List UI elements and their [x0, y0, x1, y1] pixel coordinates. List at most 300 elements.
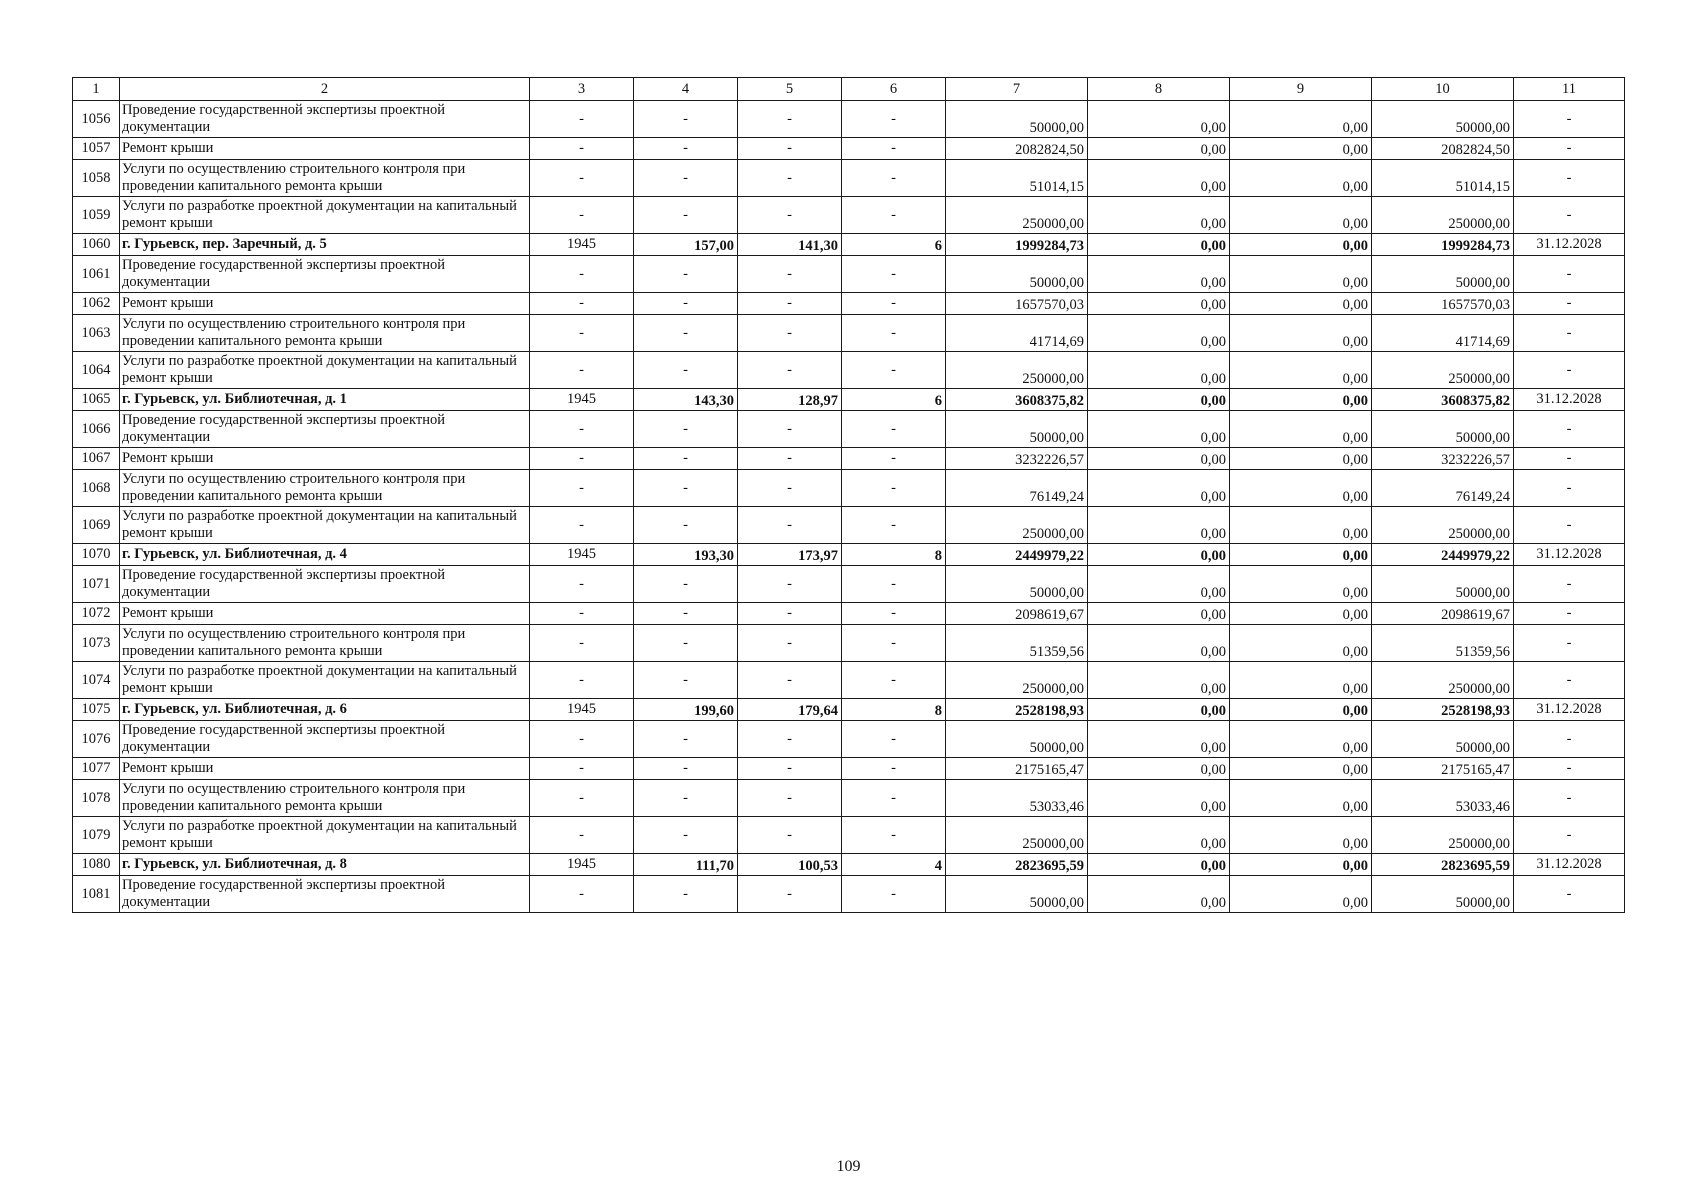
table-row — [73, 758, 1625, 780]
row-number: 1067 — [73, 448, 120, 470]
living-area-cell: - — [738, 197, 842, 234]
living-area-cell: - — [738, 566, 842, 603]
col10-cell: 2175165,47 — [1372, 758, 1514, 780]
total-area-cell: - — [634, 160, 738, 197]
col9-cell: 0,00 — [1230, 721, 1372, 758]
total-cost-cell: 250000,00 — [946, 197, 1088, 234]
total-area-cell: - — [634, 876, 738, 913]
work-description: Ремонт крыши — [120, 293, 530, 315]
completion-date-cell: - — [1514, 411, 1625, 448]
total-area-cell: - — [634, 507, 738, 544]
col8-cell: 0,00 — [1088, 876, 1230, 913]
completion-date-cell: - — [1514, 566, 1625, 603]
col10-cell: 2098619,67 — [1372, 603, 1514, 625]
col9-cell: 0,00 — [1230, 876, 1372, 913]
storeys-cell: - — [842, 625, 946, 662]
work-description: Услуги по осуществлению строительного контроля при проведении капитального ремонта крыши — [120, 160, 530, 197]
work-description: Услуги по разработке проектной документации на капитальный ремонт крыши — [120, 817, 530, 854]
total-cost-cell: 1999284,73 — [946, 234, 1088, 256]
work-description: Проведение государственной экспертизы проектной документации — [120, 566, 530, 603]
col10-cell: 2082824,50 — [1372, 138, 1514, 160]
completion-date-cell: - — [1514, 256, 1625, 293]
col8-cell: 0,00 — [1088, 352, 1230, 389]
storeys-cell: 4 — [842, 854, 946, 876]
header-row — [73, 78, 1625, 101]
storeys-cell: - — [842, 566, 946, 603]
year-cell: 1945 — [530, 854, 634, 876]
year-cell: - — [530, 411, 634, 448]
completion-date-cell: - — [1514, 197, 1625, 234]
completion-date-cell: - — [1514, 662, 1625, 699]
col9-cell: 0,00 — [1230, 256, 1372, 293]
row-number: 1072 — [73, 603, 120, 625]
work-description: Проведение государственной экспертизы проектной документации — [120, 101, 530, 138]
total-area-cell: - — [634, 603, 738, 625]
total-area-cell: - — [634, 817, 738, 854]
total-area-cell: - — [634, 625, 738, 662]
completion-date-cell: - — [1514, 780, 1625, 817]
total-cost-cell: 2098619,67 — [946, 603, 1088, 625]
total-area-cell: 193,30 — [634, 544, 738, 566]
total-cost-cell: 51014,15 — [946, 160, 1088, 197]
row-number: 1075 — [73, 699, 120, 721]
row-number: 1068 — [73, 470, 120, 507]
living-area-cell: 141,30 — [738, 234, 842, 256]
completion-date-cell: - — [1514, 721, 1625, 758]
col10-cell: 51359,56 — [1372, 625, 1514, 662]
col9-cell: 0,00 — [1230, 566, 1372, 603]
storeys-cell: - — [842, 876, 946, 913]
total-cost-cell: 50000,00 — [946, 876, 1088, 913]
year-cell: - — [530, 721, 634, 758]
table-row — [73, 352, 1625, 389]
total-area-cell: - — [634, 293, 738, 315]
col9-cell: 0,00 — [1230, 389, 1372, 411]
completion-date-cell: - — [1514, 603, 1625, 625]
table-body — [73, 78, 1625, 913]
row-number: 1056 — [73, 101, 120, 138]
living-area-cell: - — [738, 507, 842, 544]
total-area-cell: - — [634, 197, 738, 234]
living-area-cell: - — [738, 780, 842, 817]
completion-date-cell: - — [1514, 758, 1625, 780]
header-cell: 8 — [1088, 78, 1230, 101]
completion-date-cell: 31.12.2028 — [1514, 389, 1625, 411]
row-number: 1060 — [73, 234, 120, 256]
total-area-cell: - — [634, 256, 738, 293]
completion-date-cell: - — [1514, 876, 1625, 913]
col8-cell: 0,00 — [1088, 315, 1230, 352]
col8-cell: 0,00 — [1088, 293, 1230, 315]
total-area-cell: - — [634, 780, 738, 817]
work-description: Услуги по разработке проектной документации на капитальный ремонт крыши — [120, 507, 530, 544]
header-cell: 4 — [634, 78, 738, 101]
table-row — [73, 293, 1625, 315]
living-area-cell: - — [738, 817, 842, 854]
completion-date-cell: - — [1514, 138, 1625, 160]
storeys-cell: - — [842, 470, 946, 507]
row-number: 1063 — [73, 315, 120, 352]
completion-date-cell: - — [1514, 293, 1625, 315]
col10-cell: 50000,00 — [1372, 101, 1514, 138]
col9-cell: 0,00 — [1230, 854, 1372, 876]
total-cost-cell: 50000,00 — [946, 411, 1088, 448]
living-area-cell: - — [738, 352, 842, 389]
work-description: Проведение государственной экспертизы проектной документации — [120, 411, 530, 448]
total-cost-cell: 50000,00 — [946, 101, 1088, 138]
total-cost-cell: 53033,46 — [946, 780, 1088, 817]
year-cell: 1945 — [530, 544, 634, 566]
total-cost-cell: 250000,00 — [946, 817, 1088, 854]
completion-date-cell: 31.12.2028 — [1514, 854, 1625, 876]
living-area-cell: - — [738, 758, 842, 780]
row-number: 1057 — [73, 138, 120, 160]
page-number: 109 — [836, 1158, 861, 1175]
col8-cell: 0,00 — [1088, 470, 1230, 507]
storeys-cell: - — [842, 101, 946, 138]
col8-cell: 0,00 — [1088, 160, 1230, 197]
data-table — [72, 77, 1625, 913]
col10-cell: 2528198,93 — [1372, 699, 1514, 721]
year-cell: - — [530, 160, 634, 197]
header-cell: 7 — [946, 78, 1088, 101]
living-area-cell: - — [738, 315, 842, 352]
work-description: Ремонт крыши — [120, 758, 530, 780]
total-area-cell: - — [634, 566, 738, 603]
living-area-cell: - — [738, 101, 842, 138]
storeys-cell: - — [842, 315, 946, 352]
col10-cell: 250000,00 — [1372, 197, 1514, 234]
col9-cell: 0,00 — [1230, 780, 1372, 817]
col8-cell: 0,00 — [1088, 138, 1230, 160]
header-cell: 11 — [1514, 78, 1625, 101]
table-row — [73, 625, 1625, 662]
total-cost-cell: 2823695,59 — [946, 854, 1088, 876]
work-description: г. Гурьевск, ул. Библиотечная, д. 6 — [120, 699, 530, 721]
table-row — [73, 101, 1625, 138]
col9-cell: 0,00 — [1230, 758, 1372, 780]
col10-cell: 3608375,82 — [1372, 389, 1514, 411]
table-row — [73, 780, 1625, 817]
col8-cell: 0,00 — [1088, 662, 1230, 699]
work-description: Услуги по разработке проектной документации на капитальный ремонт крыши — [120, 352, 530, 389]
storeys-cell: - — [842, 780, 946, 817]
total-area-cell: - — [634, 470, 738, 507]
storeys-cell: 8 — [842, 699, 946, 721]
col8-cell: 0,00 — [1088, 507, 1230, 544]
col9-cell: 0,00 — [1230, 315, 1372, 352]
row-number: 1064 — [73, 352, 120, 389]
storeys-cell: - — [842, 352, 946, 389]
living-area-cell: - — [738, 411, 842, 448]
completion-date-cell: - — [1514, 817, 1625, 854]
table-row — [73, 470, 1625, 507]
total-cost-cell: 3608375,82 — [946, 389, 1088, 411]
total-cost-cell: 250000,00 — [946, 352, 1088, 389]
total-cost-cell: 250000,00 — [946, 662, 1088, 699]
living-area-cell: - — [738, 293, 842, 315]
year-cell: - — [530, 566, 634, 603]
col9-cell: 0,00 — [1230, 138, 1372, 160]
completion-date-cell: - — [1514, 160, 1625, 197]
storeys-cell: - — [842, 256, 946, 293]
row-number: 1080 — [73, 854, 120, 876]
work-description: Услуги по разработке проектной документации на капитальный ремонт крыши — [120, 197, 530, 234]
col8-cell: 0,00 — [1088, 817, 1230, 854]
col9-cell: 0,00 — [1230, 293, 1372, 315]
storeys-cell: 8 — [842, 544, 946, 566]
work-description: г. Гурьевск, пер. Заречный, д. 5 — [120, 234, 530, 256]
year-cell: - — [530, 625, 634, 662]
total-cost-cell: 51359,56 — [946, 625, 1088, 662]
col10-cell: 53033,46 — [1372, 780, 1514, 817]
col10-cell: 3232226,57 — [1372, 448, 1514, 470]
row-number: 1073 — [73, 625, 120, 662]
table-row — [73, 315, 1625, 352]
col10-cell: 50000,00 — [1372, 721, 1514, 758]
header-cell: 3 — [530, 78, 634, 101]
row-number: 1076 — [73, 721, 120, 758]
col9-cell: 0,00 — [1230, 197, 1372, 234]
table-row — [73, 699, 1625, 721]
col9-cell: 0,00 — [1230, 411, 1372, 448]
col10-cell: 1657570,03 — [1372, 293, 1514, 315]
storeys-cell: - — [842, 293, 946, 315]
storeys-cell: - — [842, 448, 946, 470]
col10-cell: 250000,00 — [1372, 662, 1514, 699]
total-area-cell: - — [634, 101, 738, 138]
work-description: Услуги по осуществлению строительного контроля при проведении капитального ремонта крыши — [120, 470, 530, 507]
living-area-cell: - — [738, 662, 842, 699]
total-cost-cell: 1657570,03 — [946, 293, 1088, 315]
header-cell: 5 — [738, 78, 842, 101]
row-number: 1081 — [73, 876, 120, 913]
storeys-cell: - — [842, 758, 946, 780]
table-row — [73, 234, 1625, 256]
table-row — [73, 544, 1625, 566]
col9-cell: 0,00 — [1230, 603, 1372, 625]
completion-date-cell: - — [1514, 625, 1625, 662]
storeys-cell: - — [842, 507, 946, 544]
work-description: г. Гурьевск, ул. Библиотечная, д. 8 — [120, 854, 530, 876]
col10-cell: 250000,00 — [1372, 352, 1514, 389]
col8-cell: 0,00 — [1088, 566, 1230, 603]
total-cost-cell: 3232226,57 — [946, 448, 1088, 470]
total-cost-cell: 76149,24 — [946, 470, 1088, 507]
work-description: Ремонт крыши — [120, 138, 530, 160]
completion-date-cell: 31.12.2028 — [1514, 234, 1625, 256]
total-area-cell: - — [634, 448, 738, 470]
table-row — [73, 389, 1625, 411]
living-area-cell: - — [738, 470, 842, 507]
table-row — [73, 448, 1625, 470]
col9-cell: 0,00 — [1230, 507, 1372, 544]
col8-cell: 0,00 — [1088, 256, 1230, 293]
total-area-cell: - — [634, 721, 738, 758]
col10-cell: 2823695,59 — [1372, 854, 1514, 876]
table-row — [73, 160, 1625, 197]
row-number: 1062 — [73, 293, 120, 315]
living-area-cell: 100,53 — [738, 854, 842, 876]
total-cost-cell: 2175165,47 — [946, 758, 1088, 780]
year-cell: - — [530, 256, 634, 293]
table-row — [73, 876, 1625, 913]
col8-cell: 0,00 — [1088, 699, 1230, 721]
table-row — [73, 854, 1625, 876]
completion-date-cell: - — [1514, 352, 1625, 389]
work-description: Проведение государственной экспертизы проектной документации — [120, 876, 530, 913]
living-area-cell: - — [738, 138, 842, 160]
row-number: 1070 — [73, 544, 120, 566]
col8-cell: 0,00 — [1088, 603, 1230, 625]
col9-cell: 0,00 — [1230, 470, 1372, 507]
total-cost-cell: 2528198,93 — [946, 699, 1088, 721]
table-row — [73, 507, 1625, 544]
storeys-cell: - — [842, 817, 946, 854]
header-cell: 9 — [1230, 78, 1372, 101]
row-number: 1071 — [73, 566, 120, 603]
table-row — [73, 256, 1625, 293]
work-description: г. Гурьевск, ул. Библиотечная, д. 1 — [120, 389, 530, 411]
col10-cell: 50000,00 — [1372, 256, 1514, 293]
living-area-cell: - — [738, 625, 842, 662]
total-cost-cell: 50000,00 — [946, 566, 1088, 603]
col8-cell: 0,00 — [1088, 758, 1230, 780]
col8-cell: 0,00 — [1088, 544, 1230, 566]
header-cell: 1 — [73, 78, 120, 101]
year-cell: - — [530, 662, 634, 699]
header-cell: 2 — [120, 78, 530, 101]
storeys-cell: - — [842, 197, 946, 234]
year-cell: 1945 — [530, 699, 634, 721]
col8-cell: 0,00 — [1088, 389, 1230, 411]
col8-cell: 0,00 — [1088, 780, 1230, 817]
living-area-cell: - — [738, 256, 842, 293]
work-description: Проведение государственной экспертизы проектной документации — [120, 256, 530, 293]
total-area-cell: 111,70 — [634, 854, 738, 876]
table-row — [73, 721, 1625, 758]
col8-cell: 0,00 — [1088, 625, 1230, 662]
work-description: Услуги по осуществлению строительного контроля при проведении капитального ремонта крыши — [120, 315, 530, 352]
table-row — [73, 662, 1625, 699]
storeys-cell: - — [842, 662, 946, 699]
storeys-cell: - — [842, 411, 946, 448]
living-area-cell: - — [738, 448, 842, 470]
row-number: 1061 — [73, 256, 120, 293]
total-area-cell: 143,30 — [634, 389, 738, 411]
col9-cell: 0,00 — [1230, 101, 1372, 138]
completion-date-cell: 31.12.2028 — [1514, 544, 1625, 566]
completion-date-cell: - — [1514, 315, 1625, 352]
header-cell: 6 — [842, 78, 946, 101]
col10-cell: 50000,00 — [1372, 566, 1514, 603]
year-cell: - — [530, 876, 634, 913]
year-cell: - — [530, 138, 634, 160]
col8-cell: 0,00 — [1088, 411, 1230, 448]
living-area-cell: - — [738, 603, 842, 625]
col10-cell: 1999284,73 — [1372, 234, 1514, 256]
year-cell: - — [530, 101, 634, 138]
col9-cell: 0,00 — [1230, 352, 1372, 389]
total-area-cell: - — [634, 138, 738, 160]
work-description: Услуги по осуществлению строительного контроля при проведении капитального ремонта крыши — [120, 780, 530, 817]
storeys-cell: - — [842, 721, 946, 758]
col10-cell: 50000,00 — [1372, 876, 1514, 913]
col9-cell: 0,00 — [1230, 699, 1372, 721]
year-cell: 1945 — [530, 389, 634, 411]
year-cell: - — [530, 507, 634, 544]
col8-cell: 0,00 — [1088, 448, 1230, 470]
year-cell: - — [530, 315, 634, 352]
year-cell: - — [530, 780, 634, 817]
col9-cell: 0,00 — [1230, 625, 1372, 662]
total-area-cell: - — [634, 758, 738, 780]
total-cost-cell: 50000,00 — [946, 256, 1088, 293]
row-number: 1058 — [73, 160, 120, 197]
work-description: г. Гурьевск, ул. Библиотечная, д. 4 — [120, 544, 530, 566]
col9-cell: 0,00 — [1230, 662, 1372, 699]
col9-cell: 0,00 — [1230, 544, 1372, 566]
living-area-cell: 179,64 — [738, 699, 842, 721]
total-cost-cell: 250000,00 — [946, 507, 1088, 544]
col8-cell: 0,00 — [1088, 101, 1230, 138]
row-number: 1065 — [73, 389, 120, 411]
col10-cell: 41714,69 — [1372, 315, 1514, 352]
living-area-cell: 128,97 — [738, 389, 842, 411]
work-description: Услуги по разработке проектной документации на капитальный ремонт крыши — [120, 662, 530, 699]
work-description: Проведение государственной экспертизы проектной документации — [120, 721, 530, 758]
col10-cell: 50000,00 — [1372, 411, 1514, 448]
col8-cell: 0,00 — [1088, 197, 1230, 234]
col10-cell: 250000,00 — [1372, 507, 1514, 544]
total-cost-cell: 2082824,50 — [946, 138, 1088, 160]
table-row — [73, 603, 1625, 625]
year-cell: - — [530, 448, 634, 470]
work-description: Ремонт крыши — [120, 603, 530, 625]
col8-cell: 0,00 — [1088, 234, 1230, 256]
work-description: Услуги по осуществлению строительного контроля при проведении капитального ремонта крыши — [120, 625, 530, 662]
total-area-cell: - — [634, 411, 738, 448]
row-number: 1077 — [73, 758, 120, 780]
total-area-cell: - — [634, 352, 738, 389]
row-number: 1066 — [73, 411, 120, 448]
row-number: 1079 — [73, 817, 120, 854]
total-area-cell: - — [634, 662, 738, 699]
completion-date-cell: - — [1514, 448, 1625, 470]
year-cell: - — [530, 352, 634, 389]
col9-cell: 0,00 — [1230, 160, 1372, 197]
total-area-cell: - — [634, 315, 738, 352]
col10-cell: 51014,15 — [1372, 160, 1514, 197]
storeys-cell: - — [842, 603, 946, 625]
col9-cell: 0,00 — [1230, 817, 1372, 854]
row-number: 1078 — [73, 780, 120, 817]
work-description: Ремонт крыши — [120, 448, 530, 470]
living-area-cell: - — [738, 876, 842, 913]
table-row — [73, 138, 1625, 160]
year-cell: - — [530, 603, 634, 625]
storeys-cell: 6 — [842, 389, 946, 411]
col9-cell: 0,00 — [1230, 234, 1372, 256]
total-cost-cell: 50000,00 — [946, 721, 1088, 758]
completion-date-cell: - — [1514, 470, 1625, 507]
year-cell: 1945 — [530, 234, 634, 256]
table-row — [73, 566, 1625, 603]
row-number: 1059 — [73, 197, 120, 234]
col8-cell: 0,00 — [1088, 854, 1230, 876]
year-cell: - — [530, 817, 634, 854]
living-area-cell: - — [738, 160, 842, 197]
